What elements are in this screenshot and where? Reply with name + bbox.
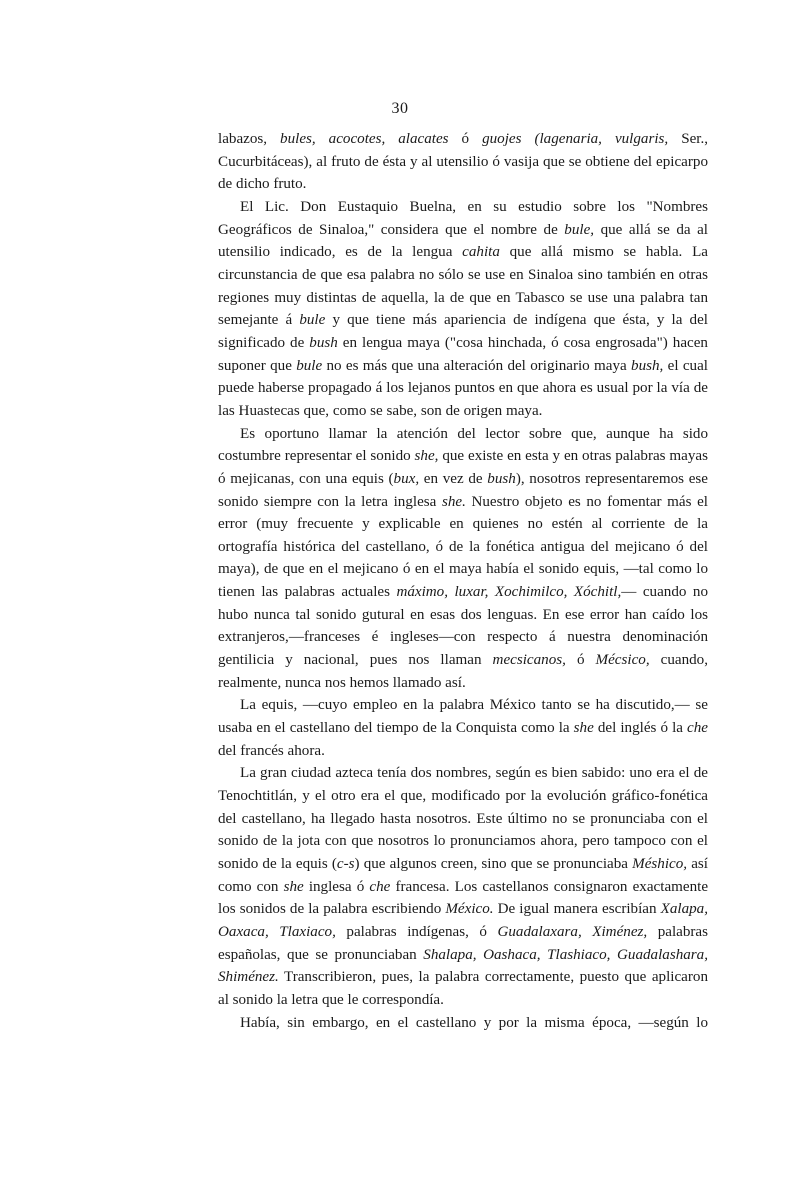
text-run: ó bbox=[565, 652, 596, 669]
text-run: palabras indígenas, ó bbox=[335, 923, 498, 940]
italic-run: guojes (lagenaria, vulgaris, bbox=[482, 131, 669, 147]
text-run: palabras españolas, que se pronunciaban bbox=[218, 923, 709, 963]
paragraph bbox=[218, 128, 708, 196]
italic-run: bush, bbox=[631, 357, 664, 374]
italic-run: Guadalaxara, Ximénez, bbox=[497, 923, 648, 940]
text-run: De igual manera escribían bbox=[493, 901, 661, 918]
paragraph bbox=[218, 762, 708, 1011]
body-text bbox=[218, 128, 708, 1034]
italic-run: bules, acocotes, alacates bbox=[280, 131, 449, 147]
text-run: labazos, bbox=[218, 131, 281, 147]
italic-run: Méshico, bbox=[632, 856, 688, 872]
italic-run: che bbox=[687, 720, 708, 737]
italic-run: she bbox=[573, 720, 594, 737]
text-run: del francés ahora. bbox=[218, 742, 325, 759]
paragraph bbox=[218, 1012, 708, 1035]
text-run: el cual puede haberse propagado á los lejanos puntos en que ahora es usual por la vía de las Huastecas que, como se sabe, son de origen maya. bbox=[218, 357, 708, 419]
italic-run: mecsicanos, bbox=[492, 652, 566, 669]
text-run: francesa. Los castellanos consignaron exactamente los sonidos de la palabra escribiendo bbox=[218, 878, 709, 918]
text-run: — cuando no hubo nunca tal sonido gutural en esas dos lenguas. En ese error han caído los extranjeros,—franceses é ingleses—con respecto á nuestra denominación gentilicia y nacional, pues nos llaman bbox=[218, 584, 708, 669]
italic-run: c-s bbox=[336, 856, 355, 872]
text-run: La equis, —cuyo empleo en la palabra México tanto se ha discutido,— se usaba en el castellano del tiempo de la Conquista como la bbox=[218, 697, 708, 737]
text-run: inglesa ó bbox=[303, 878, 370, 895]
text-run: y que tiene más apariencia de indígena que ésta, y la del significado de bbox=[218, 312, 709, 351]
text-run: ) que algunos creen, sino que se pronunciaba bbox=[354, 856, 633, 872]
italic-run: bush bbox=[487, 470, 516, 487]
paragraph bbox=[218, 694, 708, 762]
italic-run: bux, bbox=[393, 470, 420, 487]
italic-run: México. bbox=[445, 901, 494, 918]
italic-run: bush bbox=[309, 334, 338, 351]
text-run: ), nosotros representaremos ese sonido siempre con la letra inglesa bbox=[218, 470, 708, 510]
text-run: Nuestro objeto es no fomentar más el error (muy frecuente y explicable en quienes no estén al corriente de la ortografía histórica del castellano, ó de la fonética antigua del mejicano ó del maya), de que en el mejicano ó en el maya había el sonido equis, —tal como lo tienen las palabras actuales bbox=[218, 493, 708, 601]
text-run: no es más que una alteración del originario maya bbox=[322, 357, 632, 374]
italic-run: bule bbox=[299, 312, 326, 329]
text-run: en lengua maya ("cosa hinchada, ó cosa engrosada") hacen suponer que bbox=[218, 334, 708, 374]
text-run: que allá mismo se habla. La circunstancia de que esa palabra no sólo se use en Sinaloa sino también en otras regiones muy distintas de aquella, la de que en Tabasco se use una palabra tan semejante á bbox=[218, 244, 708, 329]
text-run: Es oportuno llamar la atención del lector sobre que, aunque ha sido costumbre representar el sonido bbox=[218, 425, 708, 465]
page-number: 30 bbox=[391, 100, 409, 117]
text-run: en vez de bbox=[419, 470, 488, 487]
italic-run: cahita bbox=[462, 244, 500, 261]
text-run: La gran ciudad azteca tenía dos nombres, según es bien sabido: uno era el de Tenochtitlán, y el otro era el que, modificado por la evolución gráfico-fonética del castellano, ha llegado hasta nosotros. Este último no se pronunciaba con el sonido de la jota con que nosotros lo pronunciamos ahora, pero tampoco con el sonido de la equis ( bbox=[218, 765, 708, 872]
paragraph bbox=[218, 423, 708, 695]
italic-run: Xalapa, Oaxaca, Tlaxiaco, bbox=[218, 901, 708, 940]
text-run: que existe en esta y en otras palabras mayas ó mejicanas, con una equis ( bbox=[218, 448, 708, 487]
italic-run: she, bbox=[414, 448, 439, 465]
text-run: cuando, realmente, nunca nos hemos llamado así. bbox=[218, 652, 708, 691]
text-run: así como con bbox=[218, 856, 708, 895]
italic-run: she. bbox=[441, 493, 466, 510]
italic-run: che bbox=[369, 878, 391, 895]
italic-run: Shalapa, Oashaca, Tlashiaco, Guadalashara, Shiménez. bbox=[218, 946, 709, 986]
italic-run: máximo, luxar, Xochimilco, Xóchitl, bbox=[396, 584, 622, 601]
text-run: Ser., Cucurbitáceas), al fruto de ésta y al utensilio ó vasija que se obtiene del epicarpo de dicho fruto. bbox=[218, 131, 709, 193]
paragraph bbox=[218, 196, 708, 423]
italic-run: Mécsico, bbox=[595, 652, 650, 669]
text-run: del inglés ó la bbox=[593, 720, 688, 737]
text-run: que allá se da al utensilio indicado, es de la lengua bbox=[218, 221, 708, 261]
text-run: El Lic. Don Eustaquio Buelna, en su estudio sobre los "Nombres Geográficos de Sinaloa," considera que el nombre de bbox=[218, 198, 708, 238]
text-run: ó bbox=[448, 131, 483, 147]
italic-run: bule, bbox=[564, 221, 595, 238]
italic-run: she bbox=[283, 878, 304, 895]
text-run: Transcribieron, pues, la palabra correctamente, puesto que aplicaron al sonido la letra que le correspondía. bbox=[218, 969, 708, 1008]
text-run: Había, sin embargo, en el castellano y por la misma época, —según lo bbox=[240, 1014, 708, 1031]
italic-run: bule bbox=[296, 357, 323, 374]
